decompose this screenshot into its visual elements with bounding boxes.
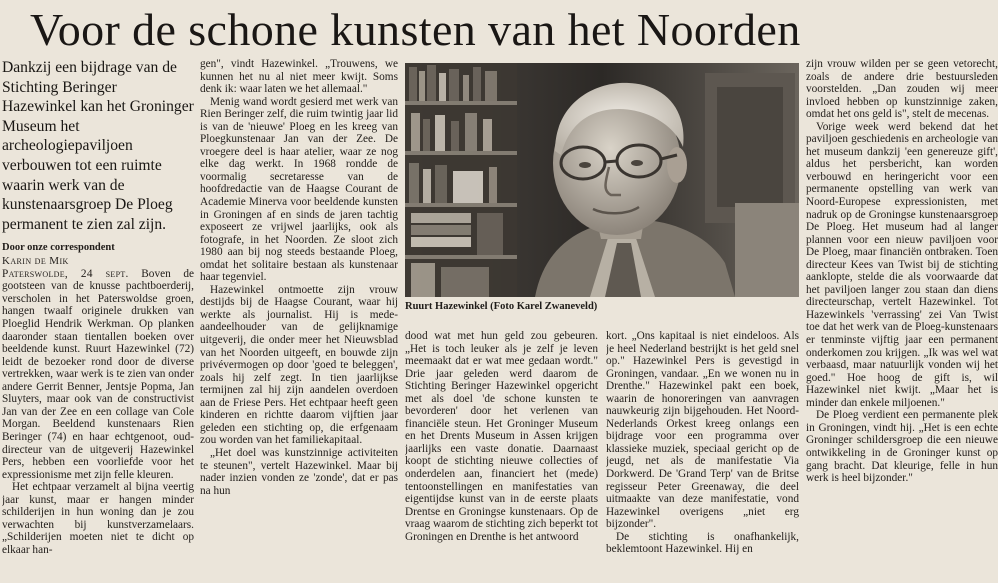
column-3 <box>405 330 598 583</box>
column-5 <box>806 58 998 583</box>
body-paragraph: Menig wand wordt gesierd met werk van Rien Beringer zelf, die ruim twintig jaar lid is van de 'nieuwe' Ploeg en les kreeg van Ploegkunstenaar Jan van der Zee. De vroegere deel is haar atelier, waar ze nog elke dag werkt. In 1968 rondde de voormalig secretaresse van de hoofdredactie van de Haagse Courant de Academie Minerva voor beeldende kunsten in Groningen af en sinds de jaren tachtig exposeert ze vrijwel jaarlijks, ook als fotografe, in het Noorden. Ze sloot zich 1980 aan bij nog steeds bestaande Ploeg, omdat het solitaire bestaan als kunstenaar haar tegenviel. <box>200 95 398 284</box>
intro-paragraph: Dankzij een bijdrage van de Stichting Beringer Hazewinkel kan het Groninger Museum het archeologiepaviljoen verbouwen tot een ruimte waarin werk van de kunstenaarsgroep De Ploeg permanent te zien zal zijn. <box>2 59 194 233</box>
body-paragraph: Hazewinkel ontmoette zijn vrouw destijds bij de Haagse Courant, waar hij werkte als journalist. Hij is mede-aandeelhouder van de gelijknamige uitgeverij, die onder meer het Nieuwsblad van het Noorden uitgeeft, en bouwde zijn privévermogen op door 'goed te beleggen', zoals hij zelf zegt. In tien jaarlijkse termijnen zal hij zijn aandelen overdoen aan de Friese Pers. Het echtpaar heeft geen kinderen en richtte daarom vijftien jaar geleden een stichting op, die erfgenaam zou worden van het familiekapitaal. <box>200 283 398 447</box>
body-paragraph: Het echtpaar verzamelt al bijna veertig jaar kunst, maar er hangen minder schilderijen in hun woning dan je zou verwachten bij kunstverzamelaars. „Schilderijen moeten niet te dicht op elkaar han- <box>2 481 194 556</box>
body-paragraph: kort. „Ons kapitaal is niet eindeloos. Als je heel Nederland bestrijkt is het geld snel op." Hazewinkel Pers is gevestigd in Groningen, vandaar. „En we wonen nu in Drenthe." Hazewinkel pakt een boek, waarin de honoreringen van aanvragen nauwkeurig zijn bijgehouden. Het Noord-Nederlands Orkest kreeg onlangs een bijdrage voor een programma over klassieke muziek, speciaal gericht op de jeugd, net als de manifestatie Via Dorkwerd. De 'Grand Terp' van de Britse regisseur Peter Greenaway, die deel uitmaakte van deze manifestatie, vond Hazewinkel overigens „niet erg bijzonder". <box>606 330 799 531</box>
dateline: Paterswolde, 24 sept. <box>2 267 129 280</box>
body-paragraph: dood wat met hun geld zou gebeuren. „Het is toch leuker als je zelf je leven meemaakt dat er wat mee gedaan wordt." Drie jaar geleden werd daarom de Stichting Beringer Hazewinkel opgericht met als doel 'de schone kunsten te bevorderen' door het verlenen van financiële steun. Het Groninger Museum en het Drents Museum in Assen krijgen jaarlijks een vaste donatie. Daarnaast koopt de stichting nieuwe collecties of onderdelen aan, financiert het (mede) tentoonstellingen en manifestaties van eigentijdse kunst van in de eerste plaats Drentse en Groningse kunstenaars. Op de vraag waarom de stichting zich beperkt tot Groningen en Drenthe is het antwoord <box>405 330 598 543</box>
body-paragraph: De stichting is onafhankelijk, beklemtoont Hazewinkel. Hij en <box>606 530 799 556</box>
byline: Door onze correspondent <box>2 242 115 254</box>
column-4 <box>606 330 799 583</box>
body-text: Boven de gootsteen van de knusse pachtboerderij, verscholen in het Paterswoldse groen, hangen twaalf originele drukken van Ploeglid Hendrik Werkman. Op planken daaronder staan tientallen boeken over beeldende kunst. Ruurt Hazewinkel (72) leidt de bezoeker rond door de diverse vertrekken, waar werk is te zien van onder andere Gerrit Benner, Jentsje Popma, Jan Sluyters, maar ook van de constructivist Jan van der Zee en een collage van Cole Morgan. Beeldend kunstenaars Rien Beringer (74) en haar echtgenoot, oud-directeur van de uitgeverij Hazewinkel Pers, hebben een voorliefde voor het expressionisme met zijn felle kleuren. <box>2 267 194 481</box>
body-paragraph: Vorige week werd bekend dat het paviljoen geschiedenis en archeologie van het museum dankzij 'een genereuze gift', aldus het persbericht, kan worden verbouwd en heringericht voor een permanente opstelling van werk van Noord-Europese expressionisten, met nadruk op de Groningse kunstenaarsgroep De Ploeg. Het museum had al langer plannen voor een nieuw paviljoen voor De Ploeg, maar financiën ontbraken. Toen directeur Kees van Twist bij de stichting aanklopte, stelde die als voorwaarde dat het paviljoen langer zou staan dan diens directeurschap, vertelt Hazewinkel. Tot Hazewinkels 'verrassing' zei Van Twist toe dat het werk van de Ploeg-kunstenaars er tenminste vijftig jaar een permanent onderkomen zou krijgen. „Ik was wel wat verbaasd, maar natuurlijk vonden wij het goed." Hoe hoog de gift is, wil Hazewinkel niet kwijt. „Maar het is minder dan enkele miljoenen." <box>806 120 998 409</box>
photo-caption: Ruurt Hazewinkel (Foto Karel Zwaneveld) <box>405 301 598 312</box>
portrait-photo <box>405 63 799 297</box>
bookshelf <box>405 63 517 297</box>
body-paragraph: „Het doel was kunstzinnige activiteiten te steunen", vertelt Hazewinkel. Maar bij nader inzien vonden ze 'zonde', dat er pas na hun <box>200 446 398 497</box>
author-name: Karin de Mik <box>2 254 69 267</box>
headline: Voor de schone kunsten van het Noorden <box>30 4 801 55</box>
body-paragraph: gen", vindt Hazewinkel. „Trouwens, we kunnen het nu al niet meer kwijt. Soms denk ik: waar laten we het allemaal." <box>200 58 398 96</box>
body-paragraph <box>2 268 194 481</box>
column-2 <box>200 58 398 583</box>
portrait-image <box>405 63 799 297</box>
body-paragraph: zijn vrouw wilden per se geen vetorecht, zoals de andere drie bestuursleden voorstelden. „Dan zouden wij meer invloed hebben op kunstzinnige zaken, omdat het ons geld is", stelt de mecenas. <box>806 58 998 121</box>
body-paragraph: De Ploeg verdient een permanente plek in Groningen, vindt hij. „Het is een echte Groninger schildersgroep die een nieuwe ontwikkeling in de Groninger kunst op gang bracht. Dat kleurige, felle in hun werk is heel bijzonder." <box>806 409 998 485</box>
column-1 <box>2 58 194 583</box>
